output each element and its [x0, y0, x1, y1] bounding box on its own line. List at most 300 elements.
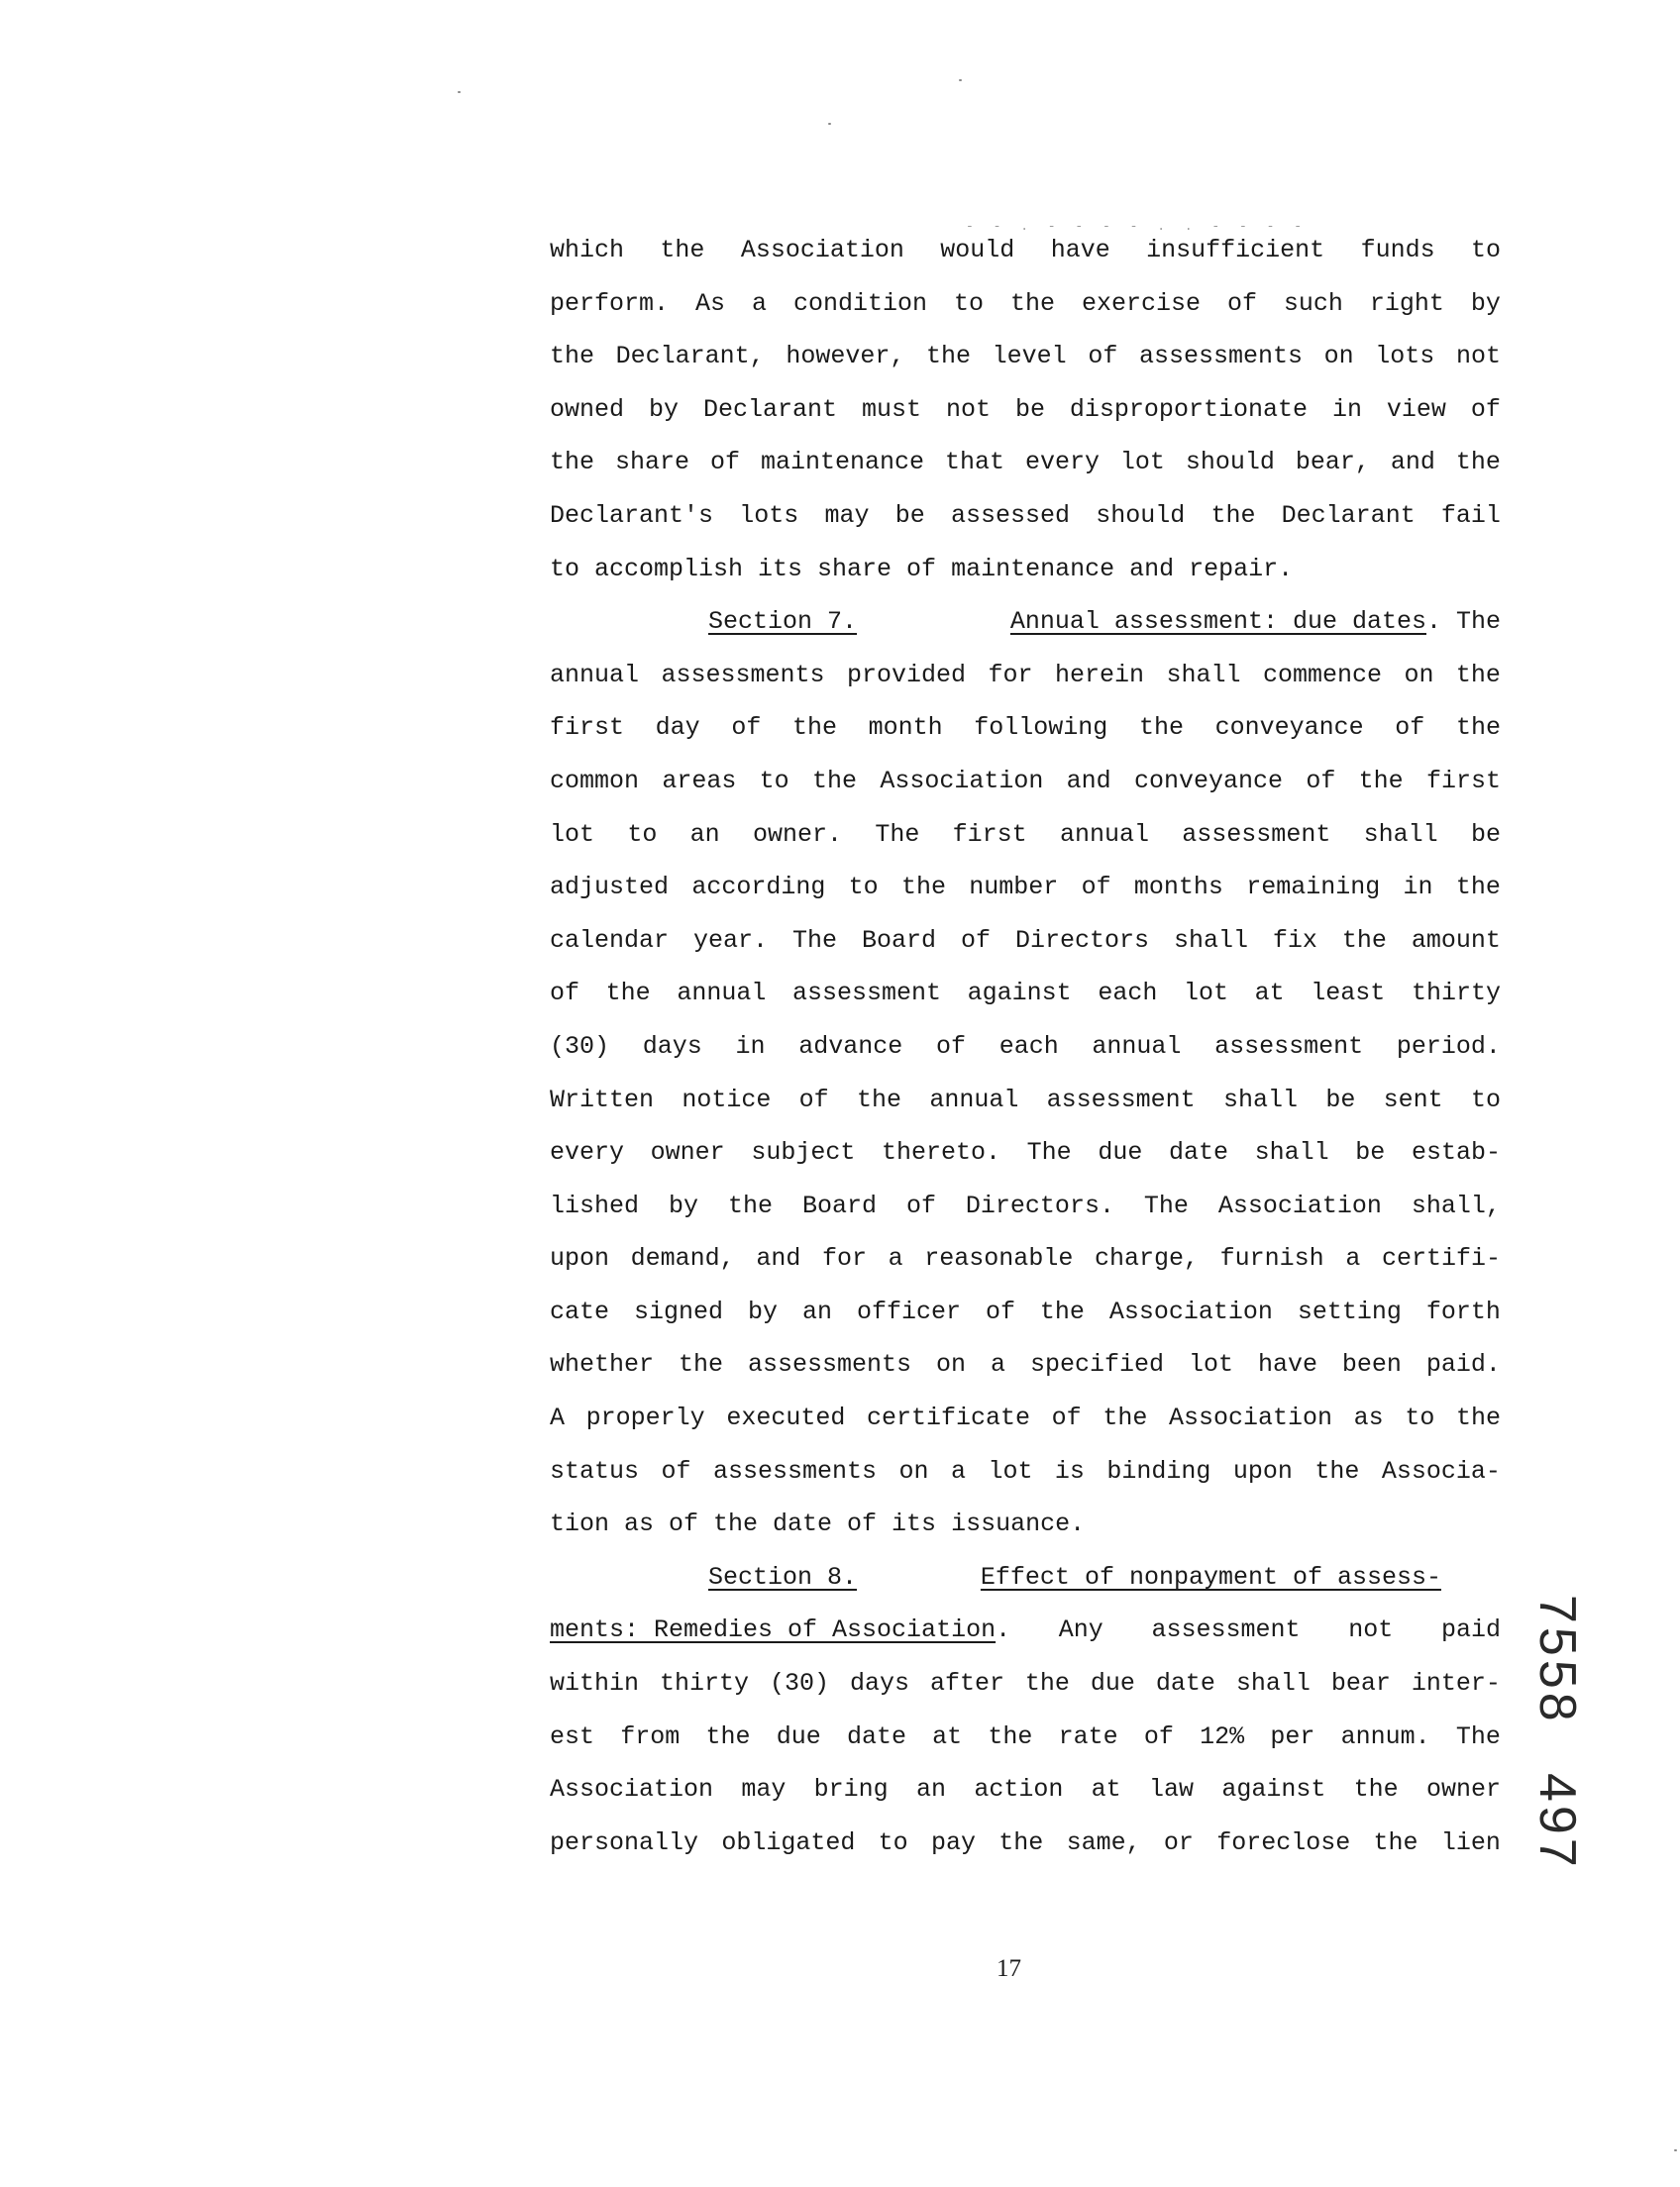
word: cate [550, 1297, 610, 1326]
word: lot [550, 819, 595, 849]
word: The [1026, 1138, 1072, 1168]
text-line [550, 543, 1501, 596]
section-7-title: Annual assessment: due dates [1009, 607, 1426, 637]
word: whether [550, 1350, 655, 1380]
word: Board [861, 925, 936, 955]
word: for [988, 660, 1033, 689]
word: of [1081, 873, 1111, 902]
word: thereto. [881, 1138, 1001, 1168]
word: to [878, 1827, 908, 1857]
word: (30) [769, 1669, 829, 1699]
word: signed [633, 1297, 723, 1326]
word: The [875, 819, 920, 849]
scan-speck [458, 91, 461, 93]
word: commence [1262, 660, 1382, 689]
word: the [1455, 660, 1501, 689]
word: sent [1383, 1085, 1443, 1114]
word: Declarant [702, 394, 837, 424]
word: Association [740, 236, 904, 264]
text-line [550, 1392, 1501, 1445]
word: number [969, 873, 1059, 902]
section-8-title-part1: Effect of nonpayment of assess- [980, 1562, 1441, 1592]
text-line [550, 649, 1501, 702]
word: day [655, 713, 700, 743]
word: of [1143, 1721, 1174, 1751]
word: perform. [550, 288, 670, 318]
word: shall [1173, 925, 1248, 955]
word: an [801, 1297, 832, 1326]
word: the [811, 766, 857, 795]
recording-stamp-book: 7558 [1528, 1595, 1586, 1725]
page-number: 17 [997, 1955, 1021, 1982]
word: date [846, 1721, 906, 1751]
word: 12% [1200, 1721, 1245, 1751]
word: not [945, 394, 991, 424]
word: Association [880, 766, 1044, 795]
word: the [998, 1827, 1044, 1857]
word: of [1226, 288, 1257, 318]
word: assessment [1046, 1085, 1196, 1114]
section-8-heading-line [550, 1551, 1501, 1605]
text-line [550, 967, 1501, 1020]
text-line [550, 914, 1501, 968]
word: funds [1360, 236, 1435, 264]
word: the [1024, 1669, 1070, 1699]
word: the [1353, 1775, 1399, 1805]
word: remaining [1246, 873, 1381, 902]
word: annual [1059, 819, 1149, 849]
word: insufficient [1146, 236, 1325, 264]
word: Any [1058, 1615, 1103, 1645]
text-line [550, 755, 1501, 808]
word: that [944, 448, 1004, 477]
word: Board [801, 1191, 877, 1220]
word: executed [726, 1404, 846, 1433]
word: action [974, 1775, 1064, 1805]
word: assessment [1151, 1615, 1301, 1645]
section-8-heading-line-2 [550, 1604, 1501, 1657]
word: the [1455, 1404, 1501, 1433]
section-7-heading [1010, 595, 1501, 649]
word: and [756, 1244, 801, 1274]
word: assessments [661, 660, 825, 689]
word: lot [1119, 448, 1165, 477]
word: month [868, 713, 943, 743]
word: pay [930, 1827, 976, 1857]
word: Declarant's [550, 500, 714, 530]
text-line [550, 1074, 1501, 1127]
word: the [1455, 873, 1501, 902]
word: may [741, 1775, 787, 1805]
word: foreclose [1216, 1827, 1351, 1857]
word: by [1470, 288, 1501, 318]
word: by [648, 394, 679, 424]
word: assessments [712, 1456, 877, 1486]
word: specified [1029, 1350, 1164, 1380]
word: been [1341, 1350, 1402, 1380]
word: be [894, 500, 925, 530]
word: the [605, 979, 651, 1008]
word: against [1221, 1775, 1326, 1805]
word: paid [1440, 1615, 1501, 1645]
word: or [1163, 1827, 1194, 1857]
word: Association [550, 1775, 714, 1805]
word: owner. [752, 819, 842, 849]
word: right [1369, 288, 1444, 318]
word: lots [1375, 342, 1435, 371]
word: personally [550, 1827, 699, 1857]
word: condition [792, 288, 927, 318]
word: must [861, 394, 921, 424]
word: the [1341, 925, 1387, 955]
word: assessment [1182, 819, 1331, 849]
word: a [751, 288, 767, 318]
text-line [550, 277, 1501, 331]
text-line [550, 1286, 1501, 1339]
word: a [1345, 1244, 1361, 1274]
word: the [1314, 1456, 1360, 1486]
word: first [952, 819, 1027, 849]
word: in [735, 1031, 766, 1061]
word: the [1455, 448, 1501, 477]
recording-stamp-page: 497 [1528, 1773, 1586, 1871]
word: following [974, 713, 1108, 743]
text-line [550, 861, 1501, 914]
word: of [905, 1191, 936, 1220]
word: Declarant, [615, 342, 765, 371]
word: same, [1066, 1827, 1141, 1857]
word: due [1090, 1669, 1135, 1699]
word: on [1404, 660, 1434, 689]
word: owner [1425, 1775, 1501, 1805]
word: every [550, 1138, 625, 1168]
word: per [1270, 1721, 1315, 1751]
word: from [620, 1721, 681, 1751]
word: to [1470, 1085, 1501, 1114]
word: paid. [1425, 1350, 1501, 1380]
word: have [1050, 236, 1110, 264]
text-line [550, 1763, 1501, 1817]
word: bring [813, 1775, 889, 1805]
word: officer [856, 1297, 961, 1326]
word: the [857, 1085, 902, 1114]
word: however, [786, 342, 905, 371]
word: share [614, 448, 689, 477]
text-line [550, 1338, 1501, 1392]
word: lien [1440, 1827, 1501, 1857]
scan-speck [828, 123, 831, 125]
word: the [1138, 713, 1184, 743]
word: would [940, 236, 1015, 264]
word: to [759, 766, 789, 795]
word: est [550, 1721, 595, 1751]
word: certificate [867, 1404, 1031, 1433]
word: shall [1223, 1085, 1299, 1114]
word: of [550, 979, 580, 1008]
word: shall [1235, 1669, 1311, 1699]
word: have [1257, 1350, 1317, 1380]
word: assessment [1214, 1031, 1364, 1061]
word: be [1470, 819, 1501, 849]
word: provided [846, 660, 967, 689]
word: for [821, 1244, 867, 1274]
section-8-title-part2-wrap [550, 1604, 1010, 1657]
word: shall [1166, 660, 1241, 689]
word: the [679, 1350, 724, 1380]
word: properly [585, 1404, 705, 1433]
word: every [1024, 448, 1100, 477]
word: after [929, 1669, 1004, 1699]
word: maintenance [760, 448, 924, 477]
word: estab- [1411, 1138, 1501, 1168]
word: fail [1440, 500, 1501, 530]
word: assessments [747, 1350, 912, 1380]
text-line [550, 808, 1501, 862]
text-line [550, 1232, 1501, 1286]
word: exercise [1081, 288, 1201, 318]
word: shall [1254, 1138, 1329, 1168]
word: demand, [630, 1244, 735, 1274]
text-line [550, 1498, 1501, 1551]
word: calendar [550, 925, 670, 955]
word: at [1091, 1775, 1121, 1805]
word: such [1283, 288, 1343, 318]
word: and [1066, 766, 1111, 795]
word: charge, [1094, 1244, 1199, 1274]
word: by [747, 1297, 778, 1326]
word: reasonable [924, 1244, 1074, 1274]
word: Association [1217, 1191, 1382, 1220]
scan-speck [959, 79, 962, 81]
scan-speck [1674, 2149, 1677, 2151]
word: bear, [1295, 448, 1370, 477]
word: rate [1058, 1721, 1118, 1751]
word: the [988, 1721, 1033, 1751]
text-line [550, 383, 1501, 437]
section-7-heading-line [550, 595, 1501, 649]
word: advance [798, 1031, 903, 1061]
word: at [1254, 979, 1285, 1008]
word: annual [1092, 1031, 1182, 1061]
word: the [1210, 500, 1256, 530]
word: by [668, 1191, 698, 1220]
word: bear [1330, 1669, 1391, 1699]
word: assessments [1138, 342, 1303, 371]
word: be [1325, 1085, 1356, 1114]
section-8-title-part2: ments: Remedies of Association [550, 1615, 997, 1645]
text-line [550, 1817, 1501, 1870]
word: tion as of the date of its issuance. [550, 1510, 1086, 1539]
word: A [550, 1404, 566, 1433]
word: days [849, 1669, 909, 1699]
word: areas [662, 766, 737, 795]
word: amount [1411, 925, 1501, 955]
word: each [1098, 979, 1158, 1008]
word: upon [550, 1244, 610, 1274]
word: thirty [1411, 979, 1501, 1008]
word: the [660, 236, 705, 264]
word: be [1014, 394, 1045, 424]
word: the [705, 1721, 751, 1751]
word: Association [1108, 1297, 1273, 1326]
word: status [550, 1456, 640, 1486]
word: months [1133, 873, 1223, 902]
word: which [550, 236, 625, 264]
text-line [550, 489, 1501, 543]
word: the [1009, 288, 1055, 318]
word: of [1306, 766, 1336, 795]
word: conveyance [1214, 713, 1364, 743]
body-text [550, 224, 1501, 1869]
word: the [1039, 1297, 1085, 1326]
word: shall [1363, 819, 1438, 849]
word: setting [1297, 1297, 1402, 1326]
word: furnish [1219, 1244, 1324, 1274]
word: within [550, 1669, 640, 1699]
word: the [1102, 1404, 1148, 1433]
word: of [1051, 1404, 1082, 1433]
word: lot [1183, 979, 1228, 1008]
word: the [1373, 1827, 1418, 1857]
word: year. [693, 925, 769, 955]
word: period. [1396, 1031, 1501, 1061]
word: should [1185, 448, 1275, 477]
word: a [888, 1244, 903, 1274]
word: the [550, 448, 595, 477]
word: fix [1272, 925, 1317, 955]
word: lot [1188, 1350, 1233, 1380]
word: an [689, 819, 720, 849]
word: lished [550, 1191, 640, 1220]
word: certifi- [1381, 1244, 1501, 1274]
word: upon [1232, 1456, 1293, 1486]
word: not [1455, 342, 1501, 371]
word: on [1323, 342, 1354, 371]
word: a [950, 1456, 966, 1486]
word: the [926, 342, 972, 371]
word: binding [1106, 1456, 1211, 1486]
word: inter- [1411, 1669, 1501, 1699]
section-7-label: Section 7. [708, 607, 858, 637]
word: Directors. [965, 1191, 1114, 1220]
word: annual [550, 660, 640, 689]
word: Declarant [1281, 500, 1416, 530]
word: against [967, 979, 1072, 1008]
text-line [550, 1445, 1501, 1499]
word: common [550, 766, 640, 795]
word: notice [682, 1085, 772, 1114]
word: at [932, 1721, 963, 1751]
text-line [550, 1020, 1501, 1074]
word: days [642, 1031, 702, 1061]
word: the [900, 873, 946, 902]
word: be [1355, 1138, 1386, 1168]
text-line [550, 1180, 1501, 1233]
word: and [1390, 448, 1435, 477]
word: obligated [721, 1827, 856, 1857]
word: of [1088, 342, 1118, 371]
word: of [935, 1031, 966, 1061]
word: shall, [1411, 1191, 1501, 1220]
scan-artifact: - - . - - - - . . - - - - [966, 219, 1309, 234]
text-line [550, 1126, 1501, 1180]
word: the [1358, 766, 1404, 795]
word: on [935, 1350, 966, 1380]
word: to [1470, 236, 1501, 264]
word: forth [1425, 1297, 1501, 1326]
word: not [1348, 1615, 1394, 1645]
word: least [1311, 979, 1386, 1008]
word: annual [929, 1085, 1019, 1114]
word: conveyance [1133, 766, 1284, 795]
word: in [1403, 873, 1433, 902]
text-line [550, 1657, 1501, 1711]
word: should [1096, 500, 1186, 530]
word: Written [550, 1085, 655, 1114]
word: assessment [791, 979, 941, 1008]
word: lots [739, 500, 799, 530]
section-7-after: . The [1425, 607, 1501, 637]
word: lot [988, 1456, 1033, 1486]
word: level [992, 342, 1067, 371]
word: of [731, 713, 762, 743]
word: adjusted [550, 873, 670, 902]
word: of [798, 1085, 829, 1114]
word: in [1331, 394, 1362, 424]
word: a [990, 1350, 1005, 1380]
word: of [709, 448, 740, 477]
word: due [1098, 1138, 1143, 1168]
word: of [960, 925, 991, 955]
word: to accomplish its share of maintenance and repair. [550, 554, 1294, 583]
word: Associa- [1381, 1456, 1501, 1486]
word: subject [751, 1138, 856, 1168]
word: to [627, 819, 658, 849]
section-8-label: Section 8. [708, 1562, 858, 1592]
text-line [550, 224, 1501, 277]
word: an [916, 1775, 947, 1805]
word: to [1405, 1404, 1435, 1433]
word: herein [1054, 660, 1144, 689]
word: to [953, 288, 984, 318]
word: of [1395, 713, 1425, 743]
word: of [1470, 394, 1501, 424]
word: according [691, 873, 826, 902]
word: as [1353, 1404, 1384, 1433]
word: the [727, 1191, 773, 1220]
word: on [898, 1456, 929, 1486]
word: of [985, 1297, 1015, 1326]
word: Directors [1014, 925, 1149, 955]
word: disproportionate [1069, 394, 1308, 424]
word: (30) [550, 1031, 610, 1061]
period: . [996, 1615, 1011, 1645]
word: first [550, 713, 625, 743]
text-line [550, 330, 1501, 383]
word: law [1148, 1775, 1194, 1805]
word: The [1143, 1191, 1189, 1220]
word: thirty [659, 1669, 749, 1699]
word: view [1386, 394, 1446, 424]
text-line [550, 1711, 1501, 1764]
word: The [1455, 1721, 1501, 1751]
text-line [550, 436, 1501, 489]
word: date [1168, 1138, 1228, 1168]
word: The [791, 925, 837, 955]
word: Association [1168, 1404, 1333, 1433]
word: each [998, 1031, 1059, 1061]
word: owned [550, 394, 625, 424]
